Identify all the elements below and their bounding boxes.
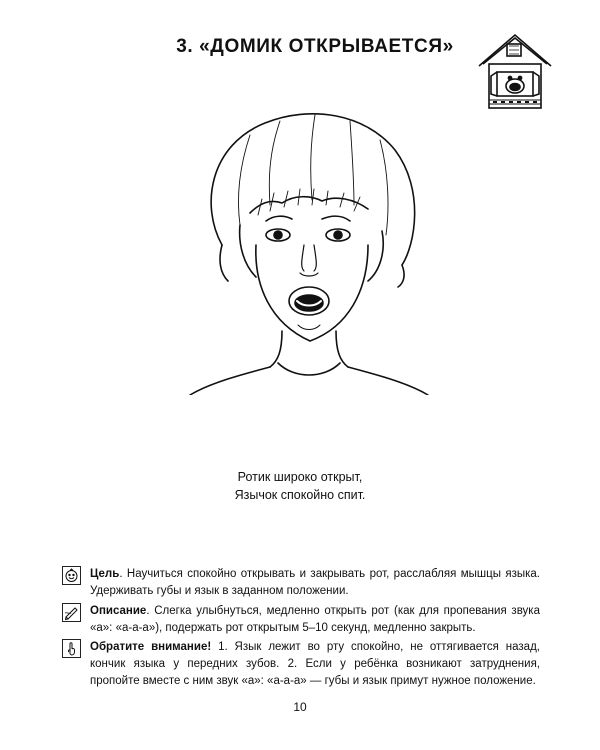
child-face-illustration — [170, 95, 440, 395]
page-title: 3. «ДОМИК ОТКРЫВАЕТСЯ» — [176, 36, 454, 57]
poem — [150, 468, 450, 504]
poem-line: Ротик широко открыт, — [237, 470, 363, 484]
description-text: . Слегка улыбнуться, медленно открыть рот (как для пропевания звука «а»: «а-а-а»), подержать рот открытым 5–10 секунд, медленно закрыть. — [90, 605, 540, 634]
description-section — [62, 603, 540, 637]
smiling-face-icon — [62, 566, 81, 585]
pen-writing-icon — [62, 603, 81, 622]
raised-finger-icon — [62, 639, 81, 658]
description-label: Описание — [90, 605, 147, 617]
note-section — [62, 639, 540, 690]
house-icon — [477, 30, 553, 112]
poem-line: Язычок спокойно спит. — [234, 488, 366, 502]
page-number: 10 — [293, 700, 307, 714]
goal-text: . Научиться спокойно открывать и закрывать рот, расслабляя мышцы языка. Удерживать губы и язык в заданном положении. — [90, 568, 540, 597]
note-label: Обратите внимание! — [90, 641, 212, 653]
note-text: 1. Язык лежит во рту спокойно, не оттягивается назад, кончик языка у передних зубов. 2. Если у ребёнка возникают затруднения, пропойте вместе с ним звук «а»: «а-а-а» — губы и язык примут нужное положение. — [90, 641, 540, 687]
goal-label: Цель — [90, 568, 120, 580]
goal-section — [62, 566, 540, 600]
